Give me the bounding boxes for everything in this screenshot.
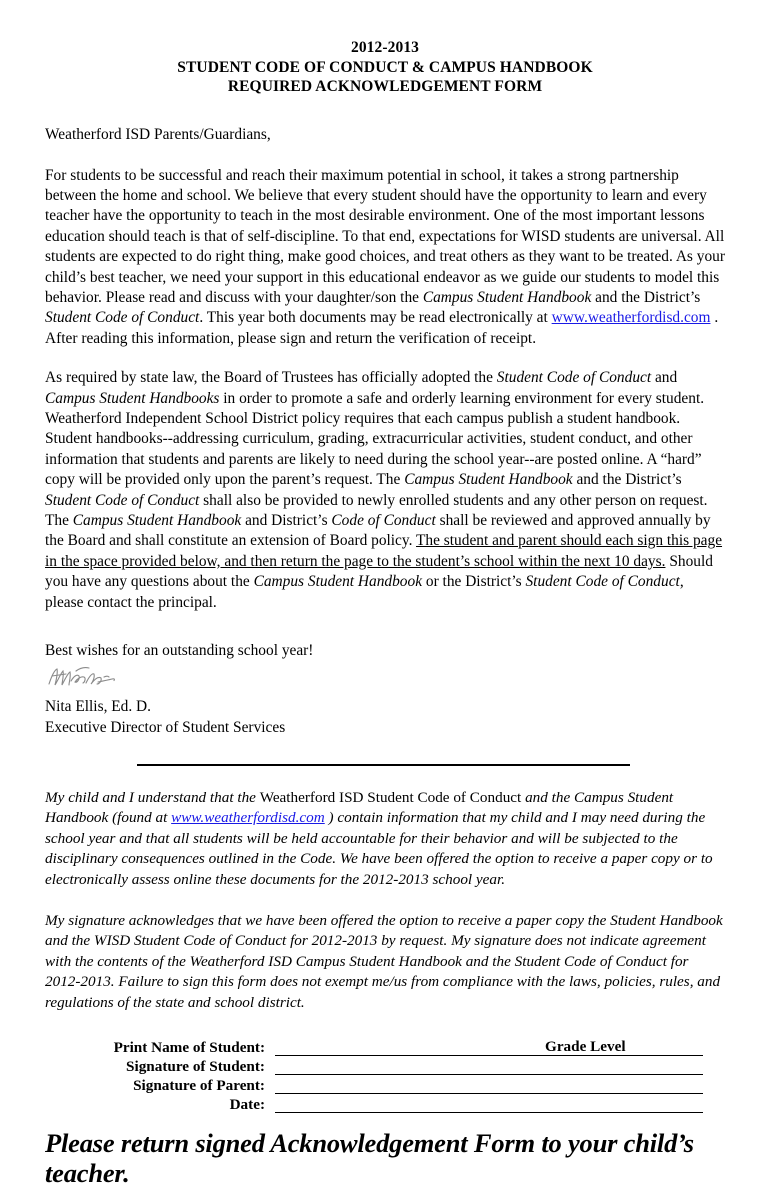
para1-part1: For students to be successful and reach their maximum potential in school, it takes a strong partnership between the home and school. We believe that every student should have the opportunity to learn and every teacher have the opportunity to teach in the most desirable environment. One of the most important lessons education should teach is that of self-discipline. To that end, expectations for WISD students are universal. All students are expected to do right thing, make good choices, and treat others as they want to be treated. As your child’s best teacher, we need your support in this educational endeavor as we guide our students to model this behavior. Please read and discuss with your daughter/son the bbox=[45, 166, 725, 306]
document-content bbox=[45, 0, 725, 1188]
para1-part2: and the District’s bbox=[591, 288, 701, 306]
input-print-name-of-student[interactable] bbox=[275, 1038, 543, 1056]
field-row-date bbox=[113, 1094, 703, 1113]
title-line-year: 2012-2013 bbox=[350, 39, 420, 56]
ack1-italic-handbook: Campus Student Handbook (found at bbox=[45, 789, 674, 827]
ack1-part3: ) contain information that my child and I may need during the school year and that all students will be held accountable for their behavior and will be subjected to the disciplinary consequences outlined in the Code. We have been offered the option to receive a paper copy or to electronically assess online these documents for the 2012-2013 school year. bbox=[45, 809, 713, 888]
para2-part5: shall also be provided to newly enrolled students and any other person on request. The bbox=[45, 491, 708, 529]
para2-part8: Should you have any questions about the bbox=[45, 552, 713, 591]
title-line-main: STUDENT CODE OF CONDUCT & CAMPUS HANDBOOK bbox=[177, 58, 593, 76]
page-title bbox=[45, 38, 725, 97]
para2-italic-1: Student Code of Conduct bbox=[496, 369, 652, 387]
label-signature-of-student: Signature of Student: bbox=[126, 1058, 265, 1076]
ack1-part1: My child and I understand that the bbox=[45, 789, 260, 807]
para2-part10: , please contact the principal. bbox=[45, 573, 684, 611]
para2-part1: As required by state law, the Board of Trustees has officially adopted the bbox=[45, 369, 497, 387]
input-date[interactable] bbox=[275, 1095, 703, 1113]
paragraph-intro bbox=[45, 166, 725, 350]
para2-part7: shall be reviewed and approved annually by the Board and shall constitute an extension of Board policy. bbox=[45, 512, 711, 550]
label-print-name-of-student: Print Name of Student: bbox=[113, 1039, 265, 1057]
label-grade-level: Grade Level bbox=[545, 1038, 626, 1056]
input-signature-of-student[interactable] bbox=[275, 1057, 703, 1075]
signer-title: Executive Director of Student Services bbox=[45, 719, 286, 737]
para2-italic-6: Code of Conduct bbox=[331, 512, 436, 529]
para1-part3: . This year both documents may be read electronically at bbox=[199, 309, 552, 327]
input-grade-level[interactable] bbox=[543, 1038, 703, 1056]
input-signature-of-parent[interactable] bbox=[275, 1076, 703, 1094]
handwritten-signature-image bbox=[46, 665, 118, 691]
weatherfordisd-link-ack[interactable]: www.weatherfordisd.com bbox=[171, 809, 325, 827]
salutation: Weatherford ISD Parents/Guardians, bbox=[45, 125, 271, 143]
field-row-signature-parent bbox=[113, 1075, 703, 1094]
closing-line: Best wishes for an outstanding school year! bbox=[45, 642, 314, 660]
title-line-sub: REQUIRED ACKNOWLEDGEMENT FORM bbox=[227, 78, 543, 95]
para2-italic-7: Campus Student Handbook bbox=[253, 573, 423, 591]
para2-part6: and District’s bbox=[241, 512, 332, 529]
para1-italic-code-of-conduct: Student Code of Conduct bbox=[45, 309, 200, 327]
signature-form-fields bbox=[113, 1037, 703, 1113]
para2-italic-4: Student Code of Conduct bbox=[45, 491, 200, 509]
para2-italic-2: Campus Student Handbooks bbox=[45, 389, 220, 407]
para2-italic-5: Campus Student Handbook bbox=[72, 512, 242, 529]
acknowledgement-paragraph-2: My signature acknowledges that we have been offered the option to receive a paper copy the Student Handbook and the WISD Student Code of Conduct for 2012-2013 by request. My signature does not indicate agreement with the contents of the Weatherford ISD Campus Student Handbook and the Student Code of Conduct for 2012-2013. Failure to sign this form does not exempt me/us from compliance with the laws, policies, rules, and regulations of the state and school district. bbox=[45, 912, 723, 1011]
weatherfordisd-link[interactable]: www.weatherfordisd.com bbox=[551, 309, 711, 327]
section-divider bbox=[137, 764, 630, 766]
paragraph-policy bbox=[45, 368, 725, 613]
field-row-print-name bbox=[113, 1037, 703, 1056]
signer-name: Nita Ellis, Ed. D. bbox=[45, 698, 152, 716]
field-row-signature-student bbox=[113, 1056, 703, 1075]
para1-italic-campus-handbook: Campus Student Handbook bbox=[422, 288, 592, 306]
acknowledgement-paragraph-1 bbox=[45, 788, 725, 890]
section-divider-wrap bbox=[45, 760, 725, 772]
para2-underlined-instruction: The student and parent should each sign this page in the space provided below, and then return the page to the student’s school within the next 10 days. bbox=[45, 532, 723, 570]
ack1-upright-conduct: Weatherford ISD Student Code of Conduct bbox=[259, 789, 522, 807]
label-date: Date: bbox=[229, 1096, 265, 1114]
para2-part9: or the District’s bbox=[422, 573, 526, 591]
para2-italic-8: Student Code of Conduct bbox=[525, 573, 680, 591]
para2-part2: and bbox=[651, 369, 678, 387]
para2-part4: and the District’s bbox=[572, 471, 682, 489]
footer-return-instruction: Please return signed Acknowledgement Form to your child’s teacher. bbox=[45, 1128, 694, 1188]
label-signature-of-parent: Signature of Parent: bbox=[133, 1077, 265, 1095]
para1-part4: . After reading this information, please sign and return the verification of receipt. bbox=[45, 309, 719, 347]
ack1-part2: and the bbox=[521, 789, 574, 807]
para2-part3: in order to promote a safe and orderly learning environment for every student. Weatherford Independent School District policy requires that each campus publish a student handbook. Student handbooks--addressing curriculum, grading, extracurricular activities, student conduct, and other information that students and parents are likely to need during the school year--are posted online. A “hard” copy will be provided only upon the parent’s request. The bbox=[45, 389, 705, 489]
para2-italic-3: Campus Student Handbook bbox=[404, 471, 573, 489]
